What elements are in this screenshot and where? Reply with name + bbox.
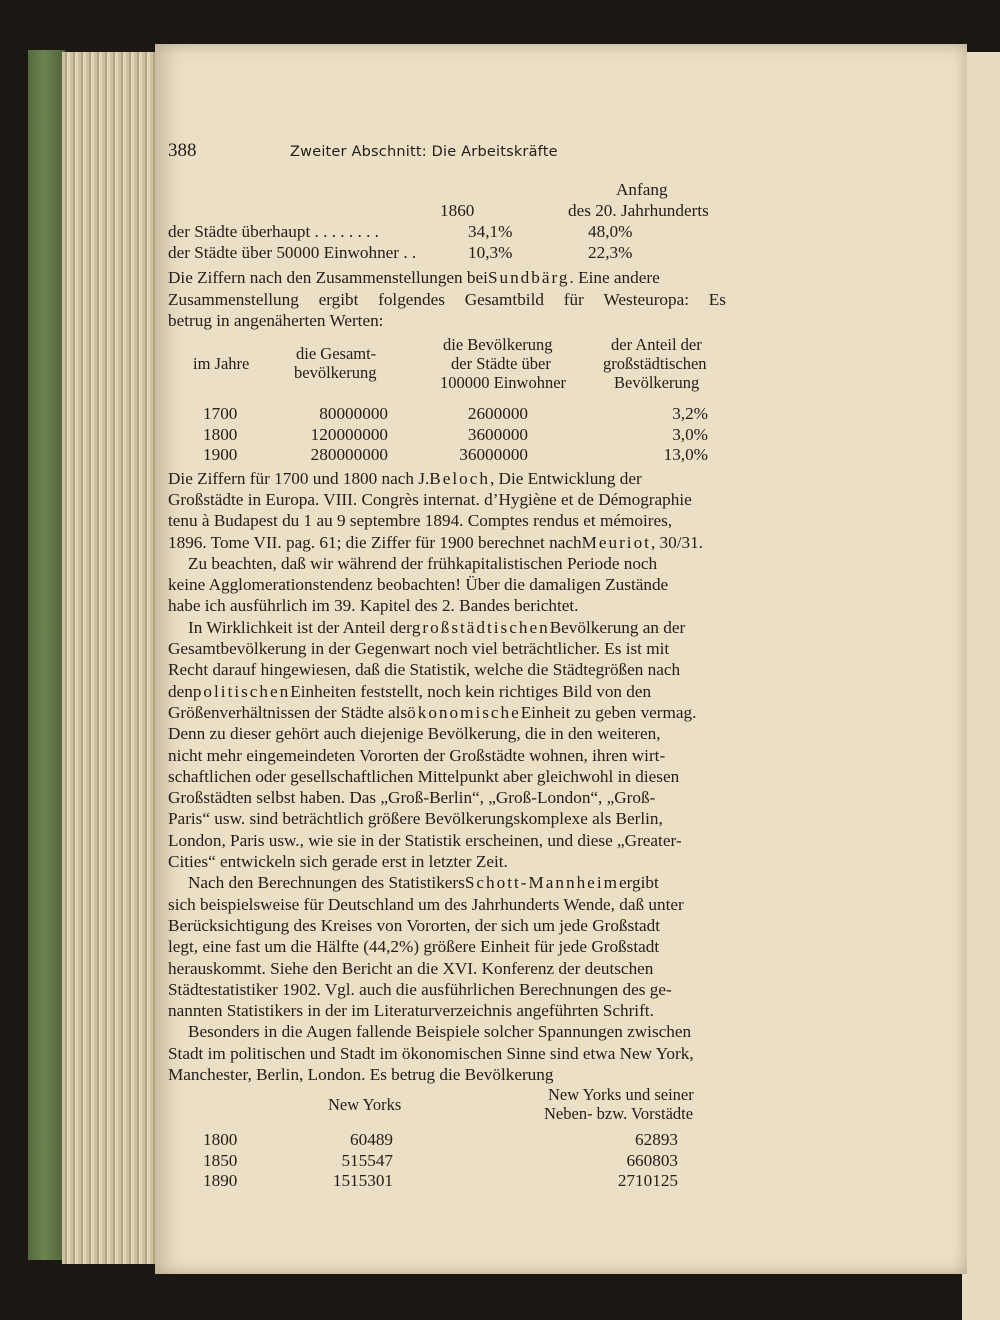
header-year: im Jahre bbox=[193, 354, 250, 374]
text-line: Besonders in die Augen fallende Beispiele solcher Spannungen zwischen bbox=[188, 1022, 692, 1042]
running-title: Zweiter Abschnitt: Die Arbeitskräfte bbox=[290, 144, 558, 160]
cell-value: 10,3% bbox=[468, 243, 513, 263]
table-row: 1890 1515301 2710125 bbox=[203, 1171, 678, 1191]
text-line: herauskommt. Siehe den Bericht an die XVI. Konferenz der deutschen bbox=[168, 958, 654, 978]
cell-value: 22,3% bbox=[588, 243, 633, 263]
page-edges bbox=[62, 52, 170, 1264]
running-header bbox=[168, 140, 726, 163]
text-line: Großstädte in Europa. VIII. Congrès internat. d’Hygiène et de Démographie bbox=[168, 489, 692, 509]
author-name: Sundbärg bbox=[487, 268, 570, 288]
header-cities: 100000 Einwohner bbox=[440, 373, 567, 393]
text-line: betrug in angenäherten Werten: bbox=[168, 310, 384, 330]
book-binding bbox=[28, 50, 66, 1260]
header-share: großstädtischen bbox=[603, 354, 707, 374]
header-new-york: New Yorks bbox=[328, 1095, 402, 1115]
text-line: habe ich ausführlich im 39. Kapitel des 2. Bandes berichtet. bbox=[168, 596, 579, 616]
table-row: 1850 515547 660803 bbox=[203, 1150, 678, 1170]
text-line: Nach den Berechnungen des StatistikersSchott-Mannheimergibt bbox=[188, 873, 659, 893]
author-name: Schott-Mannheim bbox=[464, 873, 619, 893]
table-row: 1900 280000000 36000000 13,0% bbox=[203, 445, 708, 465]
header-share: Bevölkerung bbox=[614, 373, 700, 393]
header-total: die Gesamt- bbox=[296, 344, 377, 364]
text-line: nannten Statistikers in der im Literaturverzeichnis angeführten Schrift. bbox=[168, 1001, 654, 1021]
cell-value: 34,1% bbox=[468, 222, 513, 242]
text-line: sich beispielsweise für Deutschland um des Jahrhunderts Wende, daß unter bbox=[168, 894, 684, 914]
col-header-1860: 1860 bbox=[440, 201, 475, 221]
header-new-york-suburbs: Neben- bzw. Vorstädte bbox=[544, 1104, 694, 1124]
table-row: 1700 80000000 2600000 3,2% bbox=[203, 404, 708, 424]
text-line: Die Ziffern für 1700 und 1800 nach J.Beloch, Die Entwicklung der bbox=[168, 468, 642, 488]
author-name: Beloch bbox=[429, 468, 490, 488]
row-label: der Städte über 50000 Einwohner . . bbox=[168, 243, 417, 263]
header-cities: der Städte über bbox=[451, 354, 551, 374]
text-line: Gesamtbevölkerung in der Gegenwart noch viel beträchtlicher. Es ist mit bbox=[168, 639, 670, 659]
header-cities: die Bevölkerung bbox=[443, 335, 553, 355]
text-line: London, Paris usw., wie sie in der Statistik erscheinen, und diese „Greater- bbox=[168, 830, 682, 850]
text-line: Denn zu dieser gehört auch diejenige Bevölkerung, die in den weiteren, bbox=[168, 724, 661, 744]
header-share: der Anteil der bbox=[611, 335, 702, 355]
table-row: 1800 60489 62893 bbox=[203, 1130, 678, 1150]
facing-page-edge bbox=[962, 52, 1000, 1320]
page-text bbox=[168, 140, 726, 1191]
text-line: Städtestatistiker 1902. Vgl. auch die ausführlichen Berechnungen des ge- bbox=[168, 979, 672, 999]
text-line: nicht mehr eingemeindeten Vororten der Großstädte wohnen, ihren wirt- bbox=[168, 745, 666, 765]
text-line: Paris“ usw. sind beträchtlich größere Bevölkerungskomplexe als Berlin, bbox=[168, 809, 663, 829]
text-line: In Wirklichkeit ist der Anteil dergroßstädtischenBevölkerung an der bbox=[188, 617, 686, 637]
cell-value: 48,0% bbox=[588, 222, 633, 242]
text-line: Größenverhältnissen der Städte alsökonomischeEinheit zu geben vermag. bbox=[168, 702, 697, 722]
col-header-anfang: Anfang bbox=[616, 180, 668, 200]
text-line: schaftlichen oder gesellschaftlichen Mittelpunkt aber gleichwohl in diesen bbox=[168, 766, 680, 786]
text-line: Berücksichtigung des Kreises von Vororten, der sich um jede Großstadt bbox=[168, 915, 660, 935]
text-line: Stadt im politischen und Stadt im ökonomischen Sinne sind etwa New York, bbox=[168, 1043, 694, 1063]
author-name: Meuriot bbox=[581, 532, 651, 552]
text-line: Die Ziffern nach den Zusammenstellungen beiSundbärg. Eine andere bbox=[168, 268, 660, 288]
text-line: Zusammenstellung ergibt folgendes Gesamtbild für Westeuropa: Es bbox=[168, 289, 726, 309]
text-line: Recht darauf hingewiesen, daß die Statistik, welche die Städtegrößen nach bbox=[168, 660, 681, 680]
text-line: Manchester, Berlin, London. Es betrug die Bevölkerung bbox=[168, 1065, 554, 1084]
text-line: denpolitischenEinheiten feststellt, noch kein richtiges Bild von den bbox=[168, 681, 652, 701]
text-line: tenu à Budapest du 1 au 9 septembre 1894. Comptes rendus et mémoires, bbox=[168, 511, 673, 531]
header-new-york-suburbs: New Yorks und seiner bbox=[548, 1085, 694, 1105]
page-number: 388 bbox=[168, 140, 197, 161]
text-line: Großstädten selbst haben. Das „Groß-Berlin“, „Groß-London“, „Groß- bbox=[168, 788, 656, 808]
row-label: der Städte überhaupt . . . . . . . . bbox=[168, 222, 379, 242]
text-line: keine Agglomerationstendenz beobachten! Über die damaligen Zustände bbox=[168, 575, 669, 595]
table-urban-share bbox=[168, 179, 726, 267]
text-line: Zu beachten, daß wir während der frühkapitalistischen Periode noch bbox=[188, 553, 658, 573]
table-west-europe bbox=[168, 335, 726, 403]
text-line: Cities“ entwickeln sich gerade erst in letzter Zeit. bbox=[168, 852, 508, 872]
text-line: 1896. Tome VII. pag. 61; die Ziffer für 1900 berechnet nachMeuriot, 30/31. bbox=[168, 532, 703, 552]
text-line: legt, eine fast um die Hälfte (44,2%) größere Einheit für jede Großstadt bbox=[168, 937, 660, 957]
col-header-20th-century: des 20. Jahrhunderts bbox=[568, 201, 709, 221]
table-row: 1800 120000000 3600000 3,0% bbox=[203, 424, 708, 444]
table-new-york bbox=[168, 1085, 726, 1129]
header-total: bevölkerung bbox=[294, 363, 377, 383]
